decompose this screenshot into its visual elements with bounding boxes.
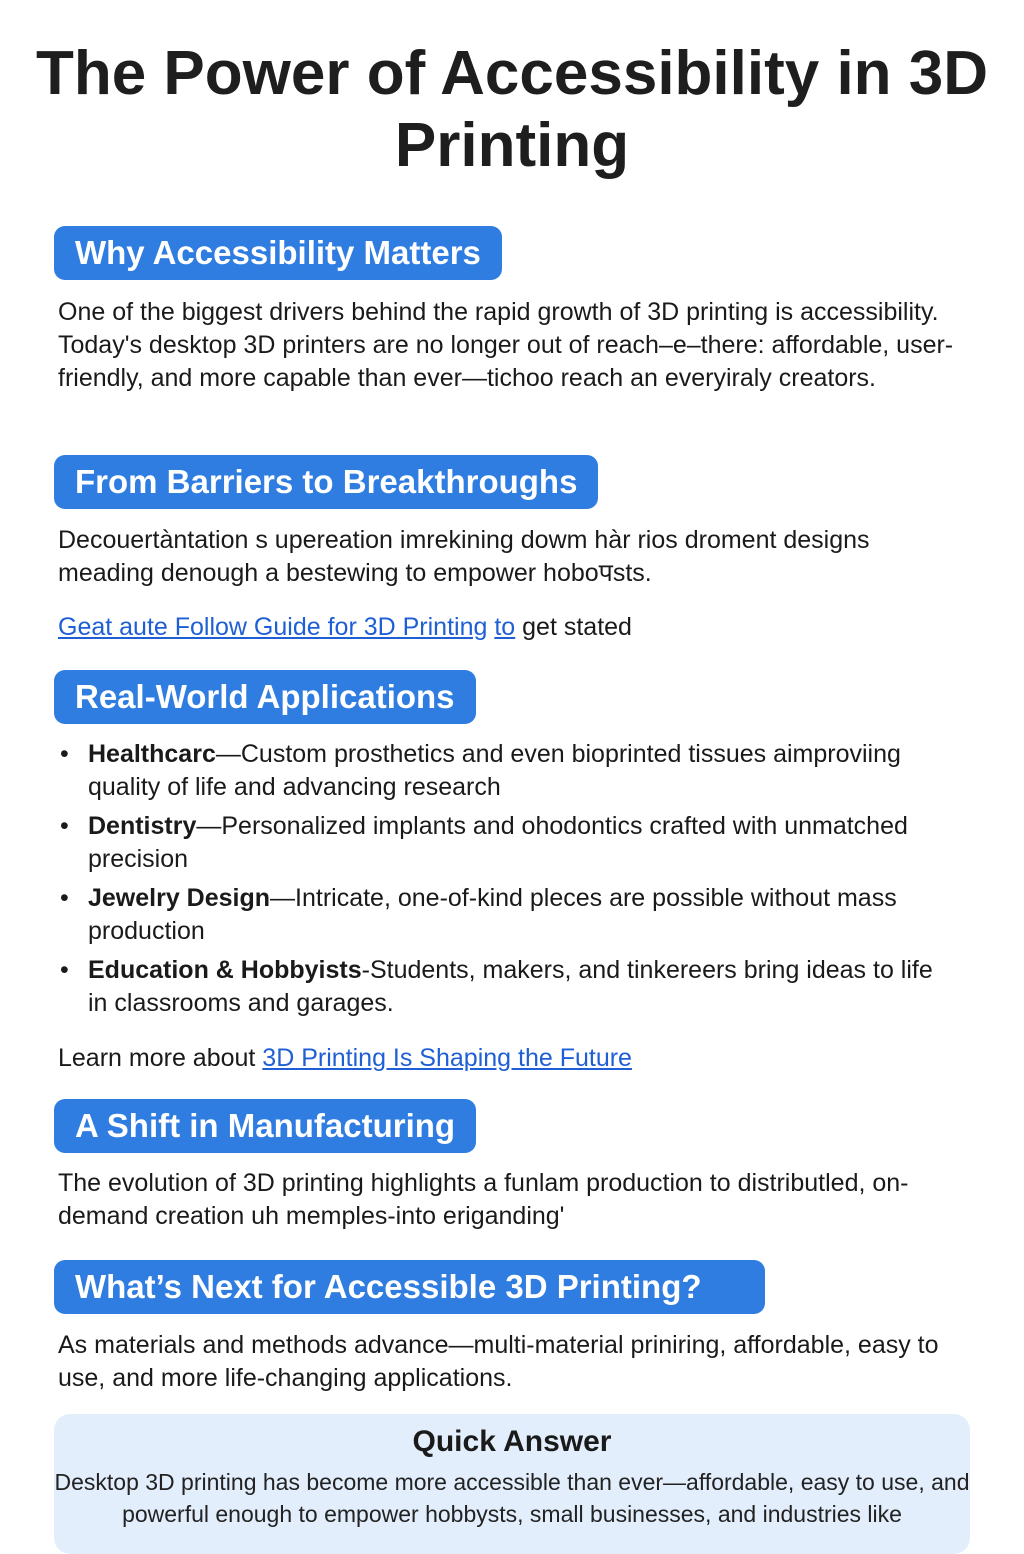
section-body-manufacturing: The evolution of 3D printing highlights a funlam production to distributled, on-demand creation uh memples-into eriganding' [58,1169,909,1230]
quick-answer-body: Desktop 3D printing has become more accessible than ever—affordable, easy to use, and powerful enough to empower hobbysts, small businesses, and industries like [54,1469,970,1527]
list-item-term: Jewelry Design [88,884,271,912]
section-heading-applications: Real-World Applications [54,670,476,724]
section-body-whats-next: As materials and methods advance—multi-material priniring, affordable, easy to use, and more life-changing applications. [58,1331,939,1392]
list-item [58,882,958,948]
list-item [58,954,958,1020]
list-item-desc: —Personalized implants and ohodontics crafted with unmatched precision [88,812,908,873]
section-heading-why-accessibility: Why Accessibility Matters [54,226,502,280]
page-title: The Power of Accessibility in 3D Printing [35,39,989,180]
section-heading-barriers: From Barriers to Breakthroughs [54,455,598,509]
list-item-desc: -Students, makers, and tinkereers bring ideas to life in classrooms and garages. [88,956,933,1017]
list-item-term: Dentistry [88,812,197,840]
guide-link[interactable]: Geat aute Follow Guide for 3D Printing [58,613,488,641]
section-body-why-accessibility: One of the biggest drivers behind the rapid growth of 3D printing is accessibility. Today's desktop 3D printers are no longer out of reach–e–there: affordable, user-friendly, and more capable than ever—tichoo reach an everyiraly creators. [58,298,954,392]
quick-answer-box [54,1414,970,1554]
applications-list [58,738,958,1026]
section-heading-whats-next: What’s Next for Accessible 3D Printing? [54,1260,765,1314]
section-body-barriers: Decouertàntation s upereation imrekining dowm hàr rios droment designs meading denough a bestewing to empower hoboपsts. [58,526,870,587]
list-item [58,810,958,876]
guide-link-suffix: get stated [515,613,632,641]
list-item [58,738,958,804]
learn-more-prefix: Learn more about [58,1044,263,1072]
list-item-term: Education & Hobbyists [88,956,362,984]
future-link[interactable]: 3D Printing Is Shaping the Future [262,1044,632,1072]
guide-link-line [58,611,958,644]
quick-answer-heading: Quick Answer [412,1425,612,1458]
guide-link-to[interactable]: to [494,613,516,641]
list-item-term: Healthcarc [88,740,216,768]
section-heading-manufacturing: A Shift in Manufacturing [54,1099,476,1153]
learn-more-line [58,1042,958,1075]
list-item-desc: —Intricate, one-of-kind pleces are possible without mass production [88,884,897,945]
list-item-desc: —Custom prosthetics and even bioprinted tissues aimproviing quality of life and advancing research [88,740,901,801]
